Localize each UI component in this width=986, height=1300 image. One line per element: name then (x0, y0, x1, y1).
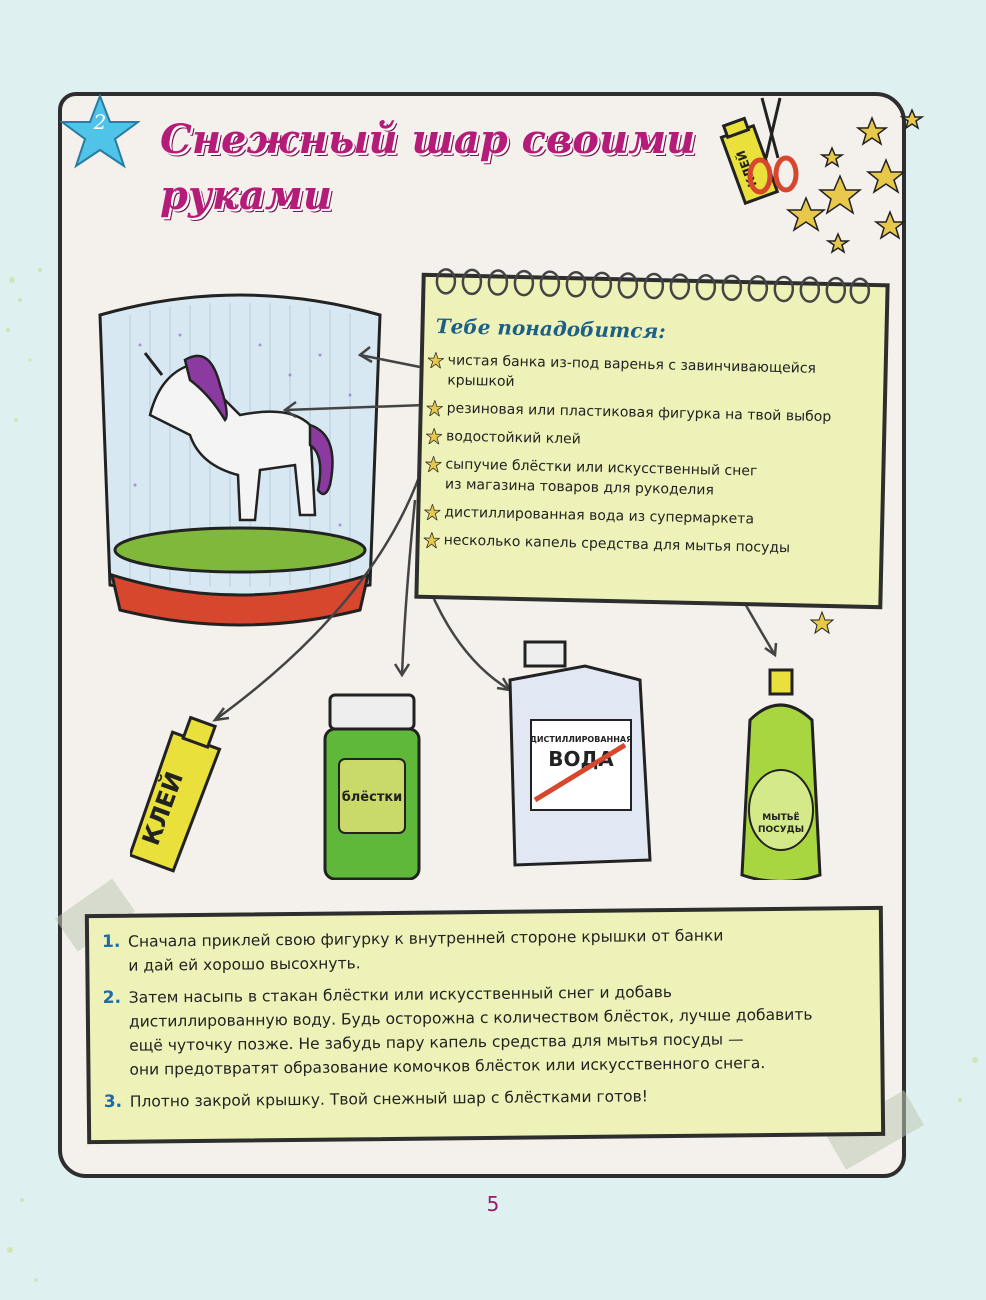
step-text-cont: ещё чуточку позже. Не забудь пару капель средства для мытья посуды — (129, 1030, 744, 1055)
water-label-big: ВОДА (548, 747, 614, 771)
title-line-2: руками (160, 172, 332, 219)
step-text-cont: дистиллированную воду. Будь осторожна с количеством блёсток, лучше добавить (128, 1005, 813, 1031)
spiral-rings (431, 247, 872, 313)
item-text-cont: из магазина товаров для рукоделия (444, 476, 715, 499)
glue-tube-icon (130, 713, 226, 871)
water-canister-icon (510, 642, 650, 865)
dish-soap-bottle-icon (742, 670, 820, 880)
step-number: 1. (102, 931, 121, 952)
decor-top-right (700, 88, 940, 268)
step-number: 2. (102, 987, 122, 1008)
step-text: Сначала приклей свою фигурку к внутренней стороне крышки от банки (128, 926, 724, 951)
list-item (427, 350, 868, 400)
star-bullet-icon (424, 532, 440, 548)
item-text: сыпучие блёстки или искусственный снег (445, 456, 758, 480)
item-text: дистиллированная вода из супермаркета (444, 504, 755, 528)
water-label-small: ДИСТИЛЛИРОВАННАЯ (529, 735, 633, 744)
materials-list (423, 350, 868, 568)
list-item (425, 454, 866, 504)
supplies-illustrations (130, 640, 850, 880)
instructions-list (102, 922, 864, 1122)
glitter-label: блёстки (341, 790, 403, 805)
item-text: водостойкий клей (445, 428, 582, 448)
star-bullet-icon (428, 352, 444, 368)
glitter-jar-icon (325, 695, 419, 879)
page-title (160, 112, 695, 224)
step-text-cont: они предотвратят образование комочков блёсток или искусственного снега. (129, 1054, 766, 1079)
title-line-1: Снежный шар своими (160, 116, 696, 163)
step-text: Затем насыпь в стакан блёстки или искусственный снег и добавь (128, 983, 673, 1007)
step-item (103, 978, 864, 1082)
list-item (423, 530, 863, 560)
glue-small-icon (718, 116, 777, 203)
item-text: резиновая или пластиковая фигурка на твой выбор (446, 400, 832, 426)
materials-heading: Тебе понадобится: (435, 314, 666, 344)
star-bullet-icon (426, 428, 442, 444)
stars-icon (788, 110, 922, 252)
item-text: чистая банка из-под варенья с завинчивающейся (447, 352, 817, 377)
glue-small-label: КЛЕЙ (733, 148, 760, 189)
snow-globe-illustration (90, 285, 390, 645)
dish-label-line2: ПОСУДЫ (757, 825, 805, 835)
star-bullet-icon (424, 504, 440, 520)
star-bullet-icon (425, 456, 441, 472)
list-item (426, 426, 866, 456)
step-text: Плотно закрой крышку. Твой снежный шар с блёстками готов! (129, 1087, 649, 1111)
step-number: 3. (103, 1091, 123, 1112)
list-item (426, 398, 866, 428)
item-text-cont: крышкой (447, 372, 515, 390)
dish-label-line1: МЫТЬЁ (762, 813, 800, 823)
item-text: несколько капель средства для мытья посуды (443, 532, 791, 557)
star-bullet-icon (427, 400, 443, 416)
step-item (102, 922, 862, 978)
step-item (104, 1082, 864, 1114)
page-number: 5 (486, 1192, 500, 1216)
badge-number: 2 (93, 110, 107, 134)
glue-tube-label: КЛЕЙ (136, 767, 190, 850)
step-text-cont: и дай ей хорошо высохнуть. (128, 954, 361, 975)
list-item (424, 502, 864, 532)
